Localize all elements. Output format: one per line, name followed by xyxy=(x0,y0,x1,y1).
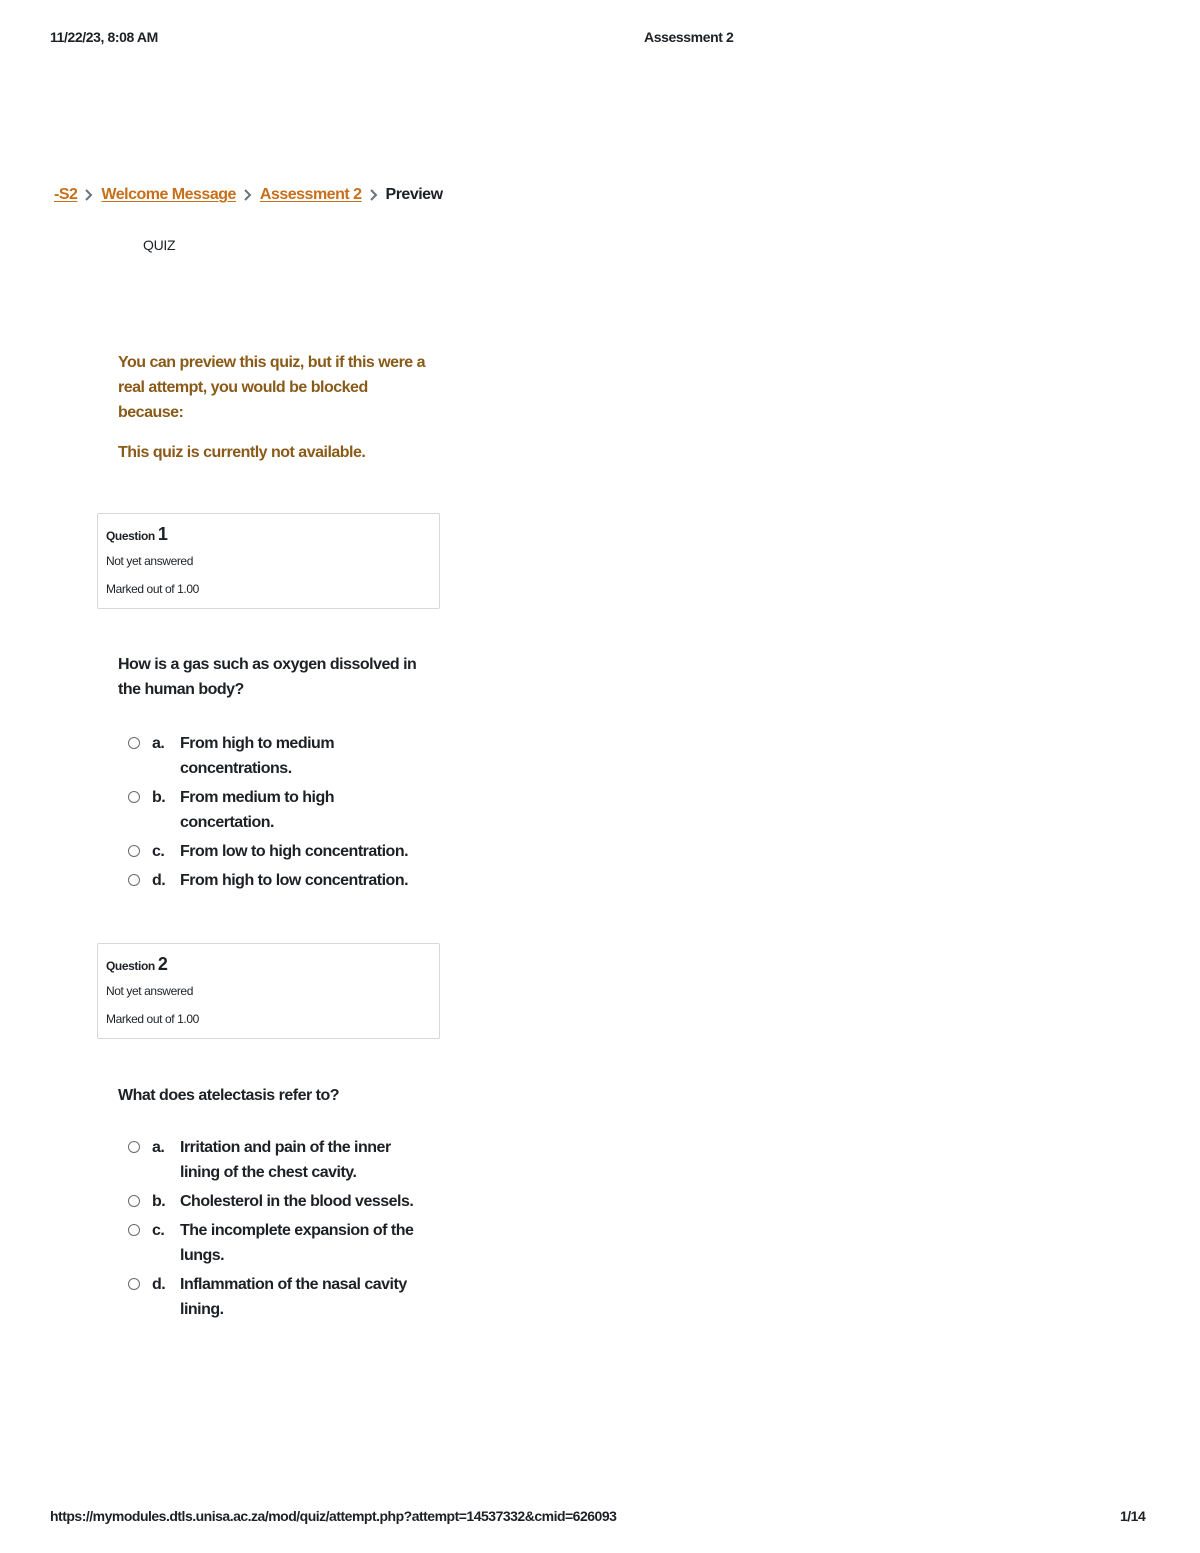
chevron-right-icon xyxy=(362,186,386,204)
answer-option[interactable] xyxy=(128,785,428,835)
answer-option[interactable] xyxy=(128,868,428,893)
radio-button[interactable] xyxy=(128,1224,140,1236)
answer-text: Inflammation of the nasal cavity lining. xyxy=(180,1276,407,1318)
answer-letter: a. xyxy=(152,735,165,752)
question-mark: Marked out of 1.00 xyxy=(106,1012,199,1026)
chevron-right-icon xyxy=(77,186,101,204)
chevron-right-icon xyxy=(236,186,260,204)
question-label: Question xyxy=(106,959,155,973)
breadcrumb-assessment-link[interactable]: Assessment 2 xyxy=(259,186,362,203)
question-number: 1 xyxy=(157,524,168,544)
notice-reason: This quiz is currently not available. xyxy=(118,444,366,461)
breadcrumb xyxy=(54,186,443,204)
print-datetime: 11/22/23, 8:08 AM xyxy=(50,29,158,45)
answer-text: Irritation and pain of the inner lining of the chest cavity. xyxy=(180,1139,391,1181)
radio-button[interactable] xyxy=(128,845,140,857)
answer-option[interactable] xyxy=(128,731,428,781)
print-page-title: Assessment 2 xyxy=(644,29,734,45)
answer-text: From medium to high concertation. xyxy=(180,789,335,831)
answer-option[interactable] xyxy=(128,1189,428,1214)
answer-option[interactable] xyxy=(128,1218,428,1268)
answer-list xyxy=(128,731,428,897)
print-url: https://mymodules.dtls.unisa.ac.za/mod/quiz/attempt.php?attempt=14537332&cmid=626093 xyxy=(50,1508,617,1524)
answer-letter: c. xyxy=(152,1222,165,1239)
answer-list xyxy=(128,1135,428,1326)
question-state: Not yet answered xyxy=(106,984,193,998)
radio-button[interactable] xyxy=(128,1195,140,1207)
question-text: How is a gas such as oxygen dissolved in the human body? xyxy=(118,656,417,698)
radio-button[interactable] xyxy=(128,874,140,886)
activity-type-label: QUIZ xyxy=(143,237,176,253)
print-page-number: 1/14 xyxy=(1120,1508,1146,1524)
answer-letter: b. xyxy=(152,1193,166,1210)
answer-text: From high to medium concentrations. xyxy=(180,735,335,777)
answer-text: From high to low concentration. xyxy=(180,872,409,889)
radio-button[interactable] xyxy=(128,737,140,749)
breadcrumb-welcome-link[interactable]: Welcome Message xyxy=(101,186,236,203)
question-heading xyxy=(106,954,167,975)
question-number: 2 xyxy=(157,954,168,974)
preview-notice xyxy=(118,350,428,465)
question-state: Not yet answered xyxy=(106,554,193,568)
question-label: Question xyxy=(106,529,155,543)
question-info-box xyxy=(97,943,440,1039)
question-mark: Marked out of 1.00 xyxy=(106,582,199,596)
question-info-box xyxy=(97,513,440,609)
radio-button[interactable] xyxy=(128,791,140,803)
answer-letter: b. xyxy=(152,789,166,806)
answer-text: Cholesterol in the blood vessels. xyxy=(180,1193,414,1210)
answer-letter: d. xyxy=(152,872,166,889)
answer-option[interactable] xyxy=(128,1272,428,1322)
radio-button[interactable] xyxy=(128,1278,140,1290)
question-text: What does atelectasis refer to? xyxy=(118,1087,340,1104)
radio-button[interactable] xyxy=(128,1141,140,1153)
breadcrumb-current: Preview xyxy=(385,186,443,203)
answer-letter: d. xyxy=(152,1276,166,1293)
breadcrumb-course-link[interactable]: -S2 xyxy=(54,186,78,203)
notice-message: You can preview this quiz, but if this were a real attempt, you would be blocked because: xyxy=(118,354,426,421)
answer-option[interactable] xyxy=(128,1135,428,1185)
answer-text: From low to high concentration. xyxy=(180,843,409,860)
question-heading xyxy=(106,524,167,545)
answer-option[interactable] xyxy=(128,839,428,864)
answer-letter: c. xyxy=(152,843,165,860)
answer-text: The incomplete expansion of the lungs. xyxy=(180,1222,414,1264)
answer-letter: a. xyxy=(152,1139,165,1156)
